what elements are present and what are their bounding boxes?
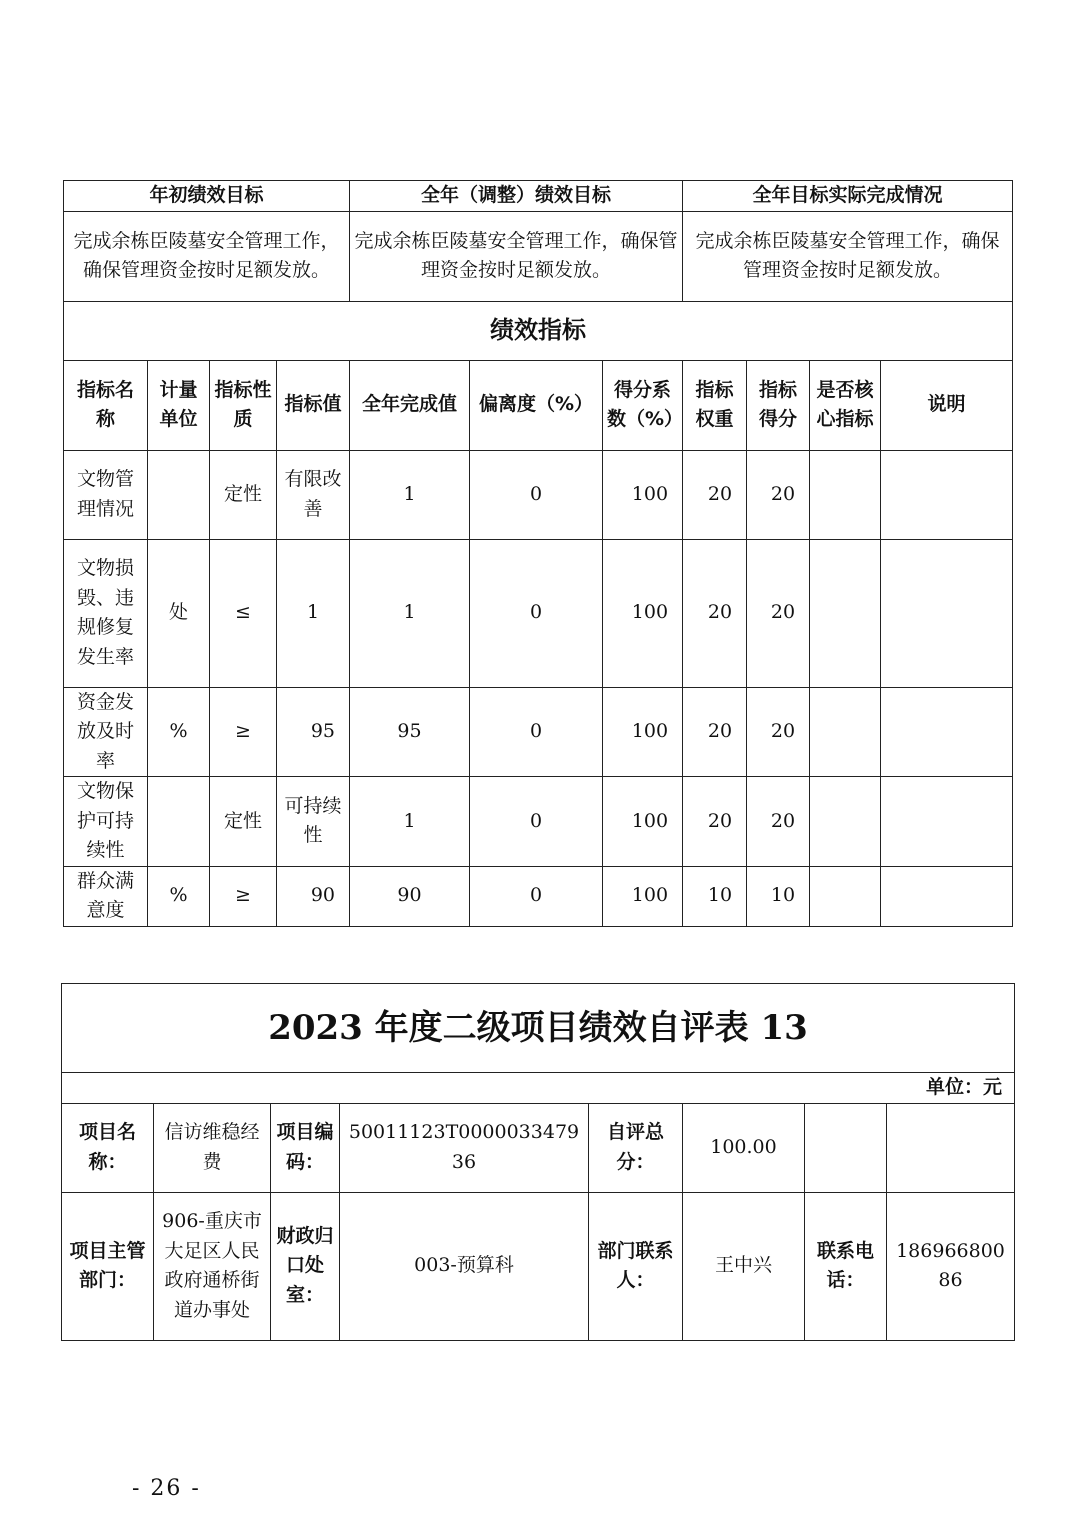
indicators-title-row [64,301,1013,360]
indicator-coef: 100 [603,866,683,926]
indicator-name: 文物损毁、违规修复发生率 [64,539,148,687]
indicator-core [810,687,881,777]
col-header-score: 指标得分 [747,360,810,450]
indicator-row [64,777,1013,867]
indicator-unit: % [148,687,210,777]
page-number: - 26 - [132,1476,201,1501]
indicator-value: 95 [277,687,350,777]
indicator-score: 10 [747,866,810,926]
col-header-name: 指标名称 [64,360,148,450]
project-code: 50011123T000003347936 [340,1103,589,1192]
indicator-nature: ≥ [210,687,277,777]
project-code-label: 项目编码： [271,1103,340,1192]
indicator-unit: % [148,866,210,926]
col-header-note: 说明 [881,360,1013,450]
indicator-deviation: 0 [470,687,603,777]
goal-initial-value: 完成余栋臣陵墓安全管理工作，确保管理资金按时足额发放。 [64,211,350,301]
indicator-note [881,539,1013,687]
indicator-core [810,866,881,926]
phone-label: 联系电话： [805,1192,887,1340]
goal-initial-header: 年初绩效目标 [64,181,350,212]
project-name-label: 项目名称： [62,1103,154,1192]
indicator-note [881,777,1013,867]
phone-value: 18696680086 [887,1192,1015,1340]
indicator-row [64,539,1013,687]
indicators-header-row [64,360,1013,450]
indicator-nature: ≤ [210,539,277,687]
indicator-score: 20 [747,687,810,777]
indicator-deviation: 0 [470,450,603,539]
goal-adjusted-header: 全年（调整）绩效目标 [350,181,683,212]
goal-adjusted-value: 完成余栋臣陵墓安全管理工作，确保管理资金按时足额发放。 [350,211,683,301]
goal-actual-header: 全年目标实际完成情况 [683,181,1013,212]
indicator-value: 90 [277,866,350,926]
indicator-row [64,450,1013,539]
indicator-actual: 1 [350,777,470,867]
project-form-table [61,983,1015,1341]
indicator-core [810,450,881,539]
contact-value: 王中兴 [683,1192,805,1340]
indicator-value: 1 [277,539,350,687]
project-info-row [62,1103,1015,1192]
performance-table [63,180,1013,927]
indicator-weight: 20 [683,687,747,777]
col-header-coef: 得分系数（%） [603,360,683,450]
empty-cell [887,1103,1015,1192]
indicator-coef: 100 [603,777,683,867]
indicator-note [881,687,1013,777]
col-header-core: 是否核心指标 [810,360,881,450]
indicator-unit [148,450,210,539]
finance-value: 003-预算科 [340,1192,589,1340]
indicator-nature: 定性 [210,450,277,539]
col-header-value: 指标值 [277,360,350,450]
indicator-deviation: 0 [470,777,603,867]
self-score-label: 自评总分： [589,1103,683,1192]
indicator-row [64,687,1013,777]
contact-label: 部门联系人： [589,1192,683,1340]
indicator-deviation: 0 [470,539,603,687]
indicator-core [810,539,881,687]
indicator-score: 20 [747,539,810,687]
dept-label: 项目主管部门： [62,1192,154,1340]
indicators-section-title: 绩效指标 [64,301,1013,360]
indicator-coef: 100 [603,539,683,687]
form-title: 2023 年度二级项目绩效自评表 13 [62,984,1015,1073]
finance-label: 财政归口处室： [271,1192,340,1340]
indicator-name: 群众满意度 [64,866,148,926]
unit-row [62,1073,1015,1104]
self-score: 100.00 [683,1103,805,1192]
col-header-nature: 指标性质 [210,360,277,450]
empty-cell [805,1103,887,1192]
dept-value: 906-重庆市大足区人民政府通桥街道办事处 [154,1192,271,1340]
indicator-nature: ≥ [210,866,277,926]
indicator-note [881,866,1013,926]
col-header-actual: 全年完成值 [350,360,470,450]
indicator-value: 可持续性 [277,777,350,867]
col-header-deviation: 偏离度（%） [470,360,603,450]
indicator-weight: 20 [683,450,747,539]
project-name: 信访维稳经费 [154,1103,271,1192]
indicator-weight: 10 [683,866,747,926]
indicator-actual: 1 [350,539,470,687]
indicator-name: 文物保护可持续性 [64,777,148,867]
indicator-value: 有限改善 [277,450,350,539]
form-title-row [62,984,1015,1073]
indicator-actual: 90 [350,866,470,926]
indicator-coef: 100 [603,687,683,777]
indicator-coef: 100 [603,450,683,539]
indicator-score: 20 [747,450,810,539]
indicator-name: 资金发放及时率 [64,687,148,777]
indicator-name: 文物管理情况 [64,450,148,539]
indicator-nature: 定性 [210,777,277,867]
dept-info-row [62,1192,1015,1340]
indicator-actual: 1 [350,450,470,539]
unit-label: 单位：元 [62,1073,1015,1104]
goal-actual-value: 完成余栋臣陵墓安全管理工作，确保管理资金按时足额发放。 [683,211,1013,301]
indicator-actual: 95 [350,687,470,777]
indicator-weight: 20 [683,539,747,687]
indicator-unit: 处 [148,539,210,687]
indicator-score: 20 [747,777,810,867]
col-header-unit: 计量单位 [148,360,210,450]
goals-header-row [64,181,1013,212]
indicator-row [64,866,1013,926]
indicator-weight: 20 [683,777,747,867]
goals-value-row [64,211,1013,301]
col-header-weight: 指标权重 [683,360,747,450]
indicator-core [810,777,881,867]
indicator-unit [148,777,210,867]
indicator-deviation: 0 [470,866,603,926]
indicator-note [881,450,1013,539]
